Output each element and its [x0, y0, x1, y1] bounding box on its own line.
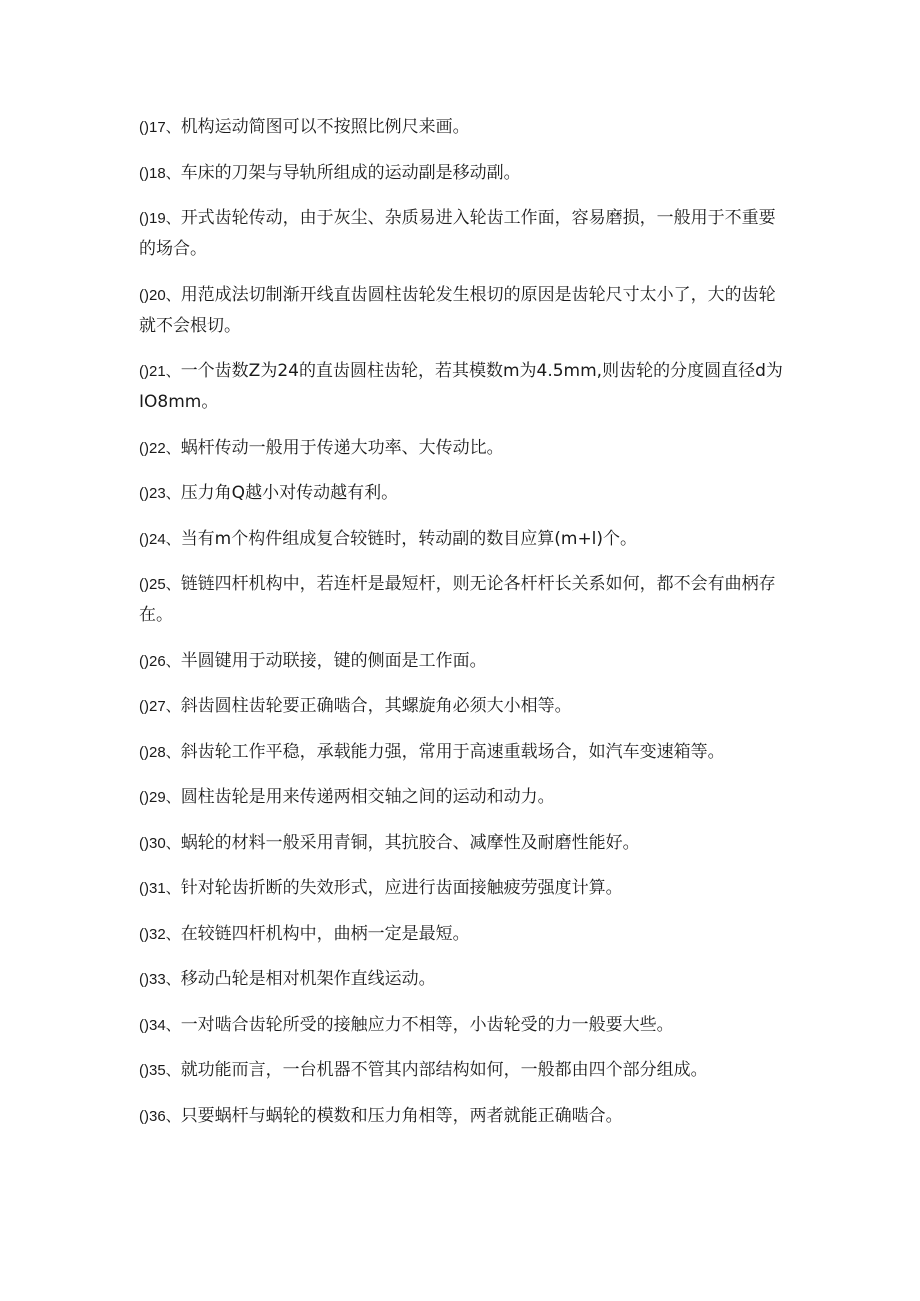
question-item — [139, 158, 784, 189]
question-item — [139, 1055, 784, 1086]
question-number: ()20、 — [139, 286, 181, 304]
question-number: ()27、 — [139, 698, 181, 715]
question-number: ()17、 — [139, 119, 181, 136]
question-number: ()35、 — [139, 1062, 181, 1079]
question-text: 只要蜗杆与蜗轮的模数和压力角相等，两者就能正确啮合。 — [180, 1105, 623, 1126]
question-text: 斜齿轮工作平稳，承载能力强，常用于高速重载场合，如汽车变速箱等。 — [180, 741, 725, 762]
question-item — [139, 524, 784, 555]
question-text: 开式齿轮传动，由于灰尘、杂质易进入轮齿工作面，容易磨损，一般用于不重要的场合。 — [139, 208, 776, 259]
question-item — [139, 646, 784, 677]
question-item — [139, 112, 784, 143]
question-number: ()25、 — [139, 576, 181, 593]
question-number: ()29、 — [139, 789, 181, 806]
question-item — [139, 280, 784, 342]
question-item — [139, 1010, 784, 1041]
question-text: 圆柱齿轮是用来传递两相交轴之间的运动和动力。 — [180, 787, 555, 807]
question-text: 移动凸轮是相对机架作直线运动。 — [180, 969, 436, 989]
question-text: 一对啮合齿轮所受的接触应力不相等，小齿轮受的力一般要大些。 — [180, 1014, 674, 1035]
question-item — [139, 782, 784, 813]
question-number: ()21、 — [139, 363, 181, 380]
question-text: 当有m个构件组成复合较链时，转动副的数目应算(m+l)个。 — [180, 528, 638, 549]
question-number: ()26、 — [139, 652, 181, 670]
question-text: 蜗轮的材料一般采用青铜，其抗胶合、减摩性及耐磨性能好。 — [180, 832, 640, 853]
question-text: 就功能而言，一台机器不管其内部结构如何，一般都由四个部分组成。 — [180, 1060, 708, 1080]
question-item — [139, 478, 784, 509]
question-item — [139, 873, 784, 904]
question-text: 一个齿数Z为24的直齿圆柱齿轮，若其模数m为4.5mm,则齿轮的分度圆直径d为IO8mm。 — [139, 361, 783, 412]
question-number: ()19、 — [139, 210, 181, 227]
question-text: 链链四杆机构中，若连杆是最短杆，则无论各杆杆长关系如何，都不会有曲柄存在。 — [139, 574, 776, 625]
question-number: ()31、 — [139, 880, 181, 897]
question-item — [139, 433, 784, 464]
question-number: ()24、 — [139, 530, 181, 548]
question-list — [139, 112, 784, 1146]
question-text: 蜗杆传动一般用于传递大功率、大传动比。 — [180, 437, 504, 458]
question-number: ()33、 — [139, 971, 181, 988]
question-number: ()36、 — [139, 1107, 181, 1125]
question-number: ()18、 — [139, 164, 181, 182]
question-item — [139, 691, 784, 722]
question-item — [139, 919, 784, 950]
question-number: ()28、 — [139, 743, 181, 761]
question-text: 针对轮齿折断的失效形式，应进行齿面接触疲劳强度计算。 — [180, 878, 623, 898]
question-item — [139, 964, 784, 995]
question-number: ()22、 — [139, 439, 181, 457]
question-text: 半圆键用于动联接，键的侧面是工作面。 — [180, 650, 487, 671]
question-number: ()32、 — [139, 925, 181, 943]
question-item — [139, 1101, 784, 1132]
question-text: 在较链四杆机构中，曲柄一定是最短。 — [180, 923, 470, 944]
question-text: 车床的刀架与导轨所组成的运动副是移动副。 — [180, 162, 521, 183]
question-item — [139, 737, 784, 768]
question-text: 机构运动简图可以不按照比例尺来画。 — [180, 117, 470, 137]
question-text: 压力角Q越小对传动越有利。 — [180, 483, 399, 503]
question-item — [139, 203, 784, 265]
question-item — [139, 828, 784, 859]
question-number: ()34、 — [139, 1016, 181, 1034]
question-item — [139, 569, 784, 631]
question-item — [139, 356, 784, 418]
question-number: ()30、 — [139, 834, 181, 852]
question-number: ()23、 — [139, 485, 181, 502]
question-text: 斜齿圆柱齿轮要正确啮合，其螺旋角必须大小相等。 — [180, 696, 572, 716]
question-text: 用范成法切制渐开线直齿圆柱齿轮发生根切的原因是齿轮尺寸太小了，大的齿轮就不会根切。 — [139, 284, 776, 336]
